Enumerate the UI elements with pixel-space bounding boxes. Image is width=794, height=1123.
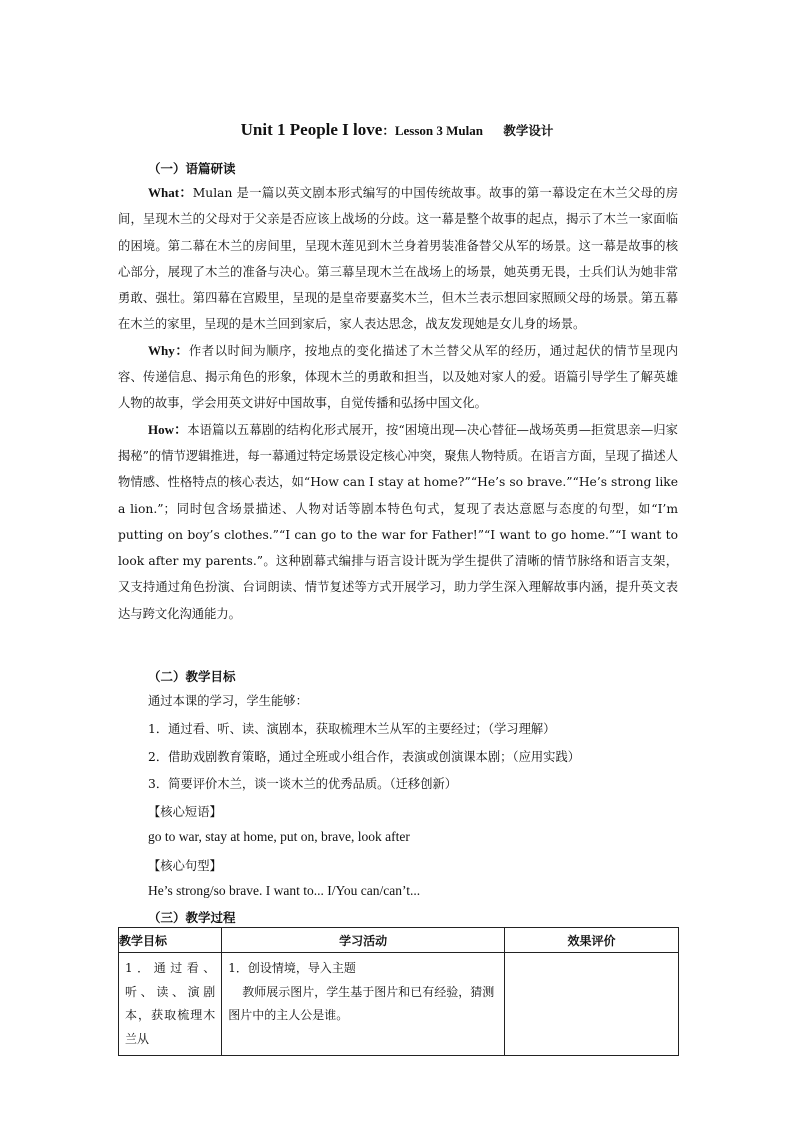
core-sentences: He’s strong/so brave. I want to... I/You can/can’t... xyxy=(148,883,421,898)
document-title xyxy=(0,120,794,140)
title-unit: Unit 1 People I love xyxy=(240,120,383,139)
text-analysis xyxy=(118,180,678,627)
why-text: 作者以时间为顺序，按地点的变化描述了木兰替父从军的经历，通过起伏的情节呈现内容、传递信息、揭示角色的形象，体现木兰的勇敢和担当，以及她对家人的爱。语篇引导学生了解英雄人物的故事，学会用英文讲好中国故事，自觉传播和弘扬中国文化。 xyxy=(118,343,678,411)
cell-activity xyxy=(222,953,505,1056)
cell-evaluation xyxy=(505,953,679,1056)
activity-title: 1．创设情境，导入主题 xyxy=(228,961,356,975)
core-phrases: go to war, stay at home, put on, brave, look after xyxy=(148,829,410,844)
header-activity: 学习活动 xyxy=(222,928,505,953)
why-label: Why： xyxy=(148,342,189,358)
title-suffix: 教学设计 xyxy=(503,123,554,138)
objective-item-1: 1．通过看、听、读、演剧本，获取梳理木兰从军的主要经过；（学习理解） xyxy=(148,722,556,736)
header-goal: 教学目标 xyxy=(119,928,222,953)
section-heading-objectives: （二）教学目标 xyxy=(148,669,236,684)
how-text: 本语篇以五幕剧的结构化形式展开，按“困境出现—决心替征—战场英勇—拒赏思亲—归家揭秘”的情节逻辑推进，每一幕通过特定场景设定核心冲突，聚焦人物特质。在语言方面，呈现了描述人物情感、性格特点的核心表达，如“How can I stay at home?”“He’s so brave.”“He’s strong like a lion.”；同时包含场景描述、人物对话等剧本特色句式，复现了表达意愿与态度的句型，如“I’m putting on boy’s clothes.”“I can go to the war for Father!”“I want to go home.”“I want to look after my parents.”。这种剧幕式编排与语言设计既为学生提供了清晰的情节脉络和语言支架，又支持通过角色扮演、台词朗读、情节复述等方式开展学习，助力学生深入理解故事内涵，提升英文表达与跨文化沟通能力。 xyxy=(118,422,678,621)
title-lesson: Lesson 3 Mulan xyxy=(394,123,483,138)
what-paragraph xyxy=(118,180,678,338)
what-text: Mulan 是一篇以英文剧本形式编写的中国传统故事。故事的第一幕设定在木兰父母的房间，呈现木兰的父母对于父亲是否应该上战场的分歧。这一幕是整个故事的起点，揭示了木兰一家面临的困境。第二幕在木兰的房间里，呈现木莲见到木兰身着男装准备替父从军的场景。这一幕是故事的核心部分，展现了木兰的准备与决心。第三幕呈现木兰在战场上的场景，她英勇无畏，士兵们认为她非常勇敢、强壮。第四幕在宫殿里，呈现的是皇帝要嘉奖木兰，但木兰表示想回家照顾父母的场景。第五幕在木兰的家里，呈现的是木兰回到家后，家人表达思念，战友发现她是女儿身的场景。 xyxy=(118,186,679,332)
core-sentences-label: 【核心句型】 xyxy=(148,859,222,873)
objectives-intro: 通过本课的学习，学生能够： xyxy=(148,694,308,708)
cell-goal: 1．通过看、听、读、演剧本，获取梳理木兰从 xyxy=(119,953,222,1056)
objective-item-2: 2．借助戏剧教育策略，通过全班或小组合作，表演或创演课本剧；（应用实践） xyxy=(148,750,581,764)
how-paragraph xyxy=(118,417,678,627)
how-label: How： xyxy=(148,421,188,437)
section-heading-process: （三）教学过程 xyxy=(148,910,236,925)
objective-item-3: 3．简要评价木兰，谈一谈木兰的优秀品质。（迁移创新） xyxy=(148,777,458,791)
why-paragraph xyxy=(118,338,678,417)
section-heading-text-analysis: （一）语篇研读 xyxy=(148,161,236,176)
title-colon: ： xyxy=(382,123,395,138)
core-phrases-label: 【核心短语】 xyxy=(148,805,222,819)
table-row xyxy=(119,953,679,1056)
header-evaluation: 效果评价 xyxy=(505,928,679,953)
activity-text: 教师展示图片，学生基于图片和已有经验，猜测图片中的主人公是谁。 xyxy=(228,984,495,1022)
table-header-row xyxy=(119,928,679,953)
teaching-process-table xyxy=(118,927,679,1056)
what-label: What： xyxy=(148,185,193,200)
